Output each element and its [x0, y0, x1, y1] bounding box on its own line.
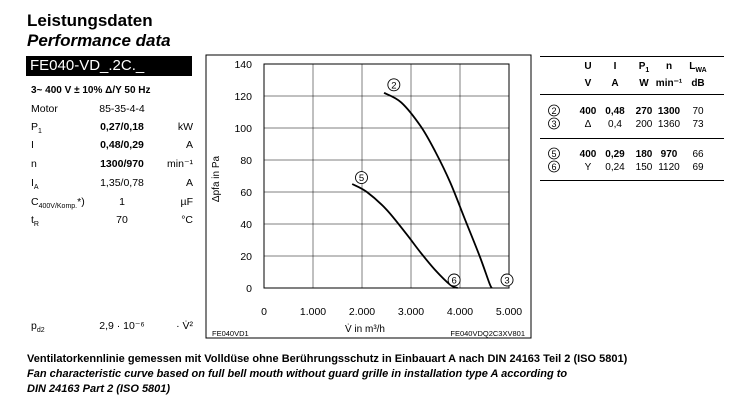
- svg-text:200: 200: [635, 119, 653, 130]
- spec-label: $C_{400V/Komp.}*$): [31, 196, 85, 211]
- footnote-de: Ventilatorkennlinie gemessen mit Volldüse ohne Berührungsschutz in Einbauart A nach DIN 24163 Teil 2 (ISO 5801): [27, 353, 628, 365]
- svg-text:6: 6: [451, 275, 457, 287]
- chart-code-left: FE040VD1: [212, 329, 249, 338]
- svg-text:3: 3: [504, 275, 510, 287]
- y-tick-label: 60: [240, 187, 252, 199]
- curve-2: [384, 93, 492, 288]
- spec-label: $P_1$: [31, 121, 42, 136]
- spec-unit: kW: [177, 121, 193, 133]
- svg-text:69: 69: [692, 162, 704, 173]
- pd2-label: $p_{d2}$: [31, 320, 45, 335]
- y-tick-label: 140: [234, 59, 252, 71]
- spec-unit: °C: [181, 214, 193, 226]
- table-header: n: [665, 61, 673, 72]
- svg-text:2: 2: [391, 80, 397, 92]
- x-tick-label: 3.000: [397, 306, 425, 318]
- svg-text:2: 2: [551, 106, 557, 116]
- page-subtitle: Performance data: [27, 31, 171, 50]
- spec-unit: A: [185, 177, 193, 189]
- table-header: I: [613, 61, 617, 72]
- svg-text:70: 70: [692, 106, 704, 117]
- y-tick-label: 120: [234, 91, 252, 103]
- spec-label: $I_A$: [31, 177, 39, 192]
- curve-marker-6: [448, 274, 460, 287]
- table-header: U: [584, 61, 592, 72]
- curve-5: [352, 184, 457, 288]
- svg-text:0,4: 0,4: [608, 119, 622, 130]
- spec-value: 85-35-4-4: [99, 103, 145, 115]
- spec-value: 1,35/0,78: [100, 177, 144, 189]
- x-tick-label: 5.000: [495, 306, 523, 318]
- table-row: [549, 148, 704, 160]
- svg-text:5: 5: [551, 149, 557, 159]
- svg-text:73: 73: [692, 119, 704, 130]
- svg-text:3: 3: [551, 119, 557, 129]
- y-tick-label: 20: [240, 251, 252, 263]
- curve-marker-3: [501, 274, 513, 287]
- footnote-en-1: Fan characteristic curve based on full bell mouth without guard grille in installation type A according to: [27, 368, 568, 380]
- svg-text:5: 5: [358, 173, 365, 185]
- x-tick-label: 1.000: [299, 306, 327, 318]
- pd2-value: 2,9 · 10⁻⁶: [99, 320, 145, 332]
- svg-text:970: 970: [660, 149, 678, 160]
- page-title: Leistungsdaten: [27, 11, 153, 30]
- table-unit: A: [611, 78, 619, 89]
- fan-curve-chart: [205, 54, 535, 339]
- svg-text:6: 6: [551, 162, 557, 172]
- table-unit: V: [584, 78, 592, 89]
- y-tick-label: 40: [240, 219, 252, 231]
- spec-value: 1300/970: [100, 158, 144, 170]
- svg-text:270: 270: [635, 106, 653, 117]
- model-badge: FE040-VD_.2C._: [26, 56, 192, 76]
- spec-value: 70: [116, 214, 128, 226]
- x-tick-label: 0: [261, 306, 267, 318]
- x-tick-label: 2.000: [348, 306, 376, 318]
- curve-marker-5: [356, 172, 368, 185]
- spec-label: Motor: [31, 103, 58, 115]
- spec-value: 0,27/0,18: [100, 121, 144, 133]
- operating-points-table: [540, 56, 730, 186]
- spec-label: I: [31, 139, 34, 151]
- svg-text:400: 400: [579, 106, 597, 117]
- svg-text:0,29: 0,29: [605, 149, 625, 160]
- pd2-unit: · V̇²: [176, 320, 193, 332]
- svg-text:66: 66: [692, 149, 704, 160]
- y-tick-label: 80: [240, 155, 252, 167]
- chart-code-right: FE040VDQ2C3XV801: [450, 329, 525, 338]
- svg-text:400: 400: [579, 149, 597, 160]
- svg-text:1300: 1300: [657, 106, 681, 117]
- svg-text:180: 180: [635, 149, 653, 160]
- spec-unit: min⁻¹: [167, 158, 193, 170]
- table-unit: dB: [691, 78, 705, 89]
- footnote-en-2: DIN 24163 Part 2 (ISO 5801): [27, 383, 171, 395]
- spec-unit: µF: [180, 196, 193, 208]
- plot-area: [264, 64, 509, 288]
- svg-text:1360: 1360: [657, 119, 681, 130]
- table-row: [549, 118, 704, 130]
- svg-text:0,48: 0,48: [605, 106, 625, 117]
- spec-label: n: [31, 158, 37, 170]
- table-unit: min⁻¹: [655, 78, 683, 89]
- svg-text:1120: 1120: [658, 162, 680, 173]
- table-header: $L_{WA}$: [689, 61, 707, 74]
- chart-frame: [206, 55, 531, 338]
- svg-text:Δ: Δ: [584, 119, 592, 130]
- table-header: $P_1$: [638, 61, 650, 74]
- svg-text:0,24: 0,24: [605, 162, 625, 173]
- svg-text:150: 150: [635, 162, 653, 173]
- spec-unit: A: [185, 139, 193, 151]
- voltage-line: 3~ 400 V ± 10% Δ/Y 50 Hz: [31, 85, 151, 96]
- svg-text:Y: Y: [584, 162, 592, 173]
- y-axis-label: Δpfa in Pa: [211, 155, 222, 203]
- x-tick-label: 4.000: [446, 306, 474, 318]
- y-tick-label: 100: [234, 123, 252, 135]
- table-row: [549, 105, 704, 117]
- spec-label: $t_R$: [31, 214, 39, 229]
- table-row: [549, 161, 704, 173]
- curve-marker-2: [388, 79, 400, 92]
- y-tick-label: 0: [246, 283, 252, 295]
- spec-value: 0,48/0,29: [100, 139, 144, 151]
- x-axis-label: V̇ in m³/h: [344, 324, 386, 335]
- spec-value: 1: [119, 196, 125, 208]
- table-unit: W: [639, 78, 649, 89]
